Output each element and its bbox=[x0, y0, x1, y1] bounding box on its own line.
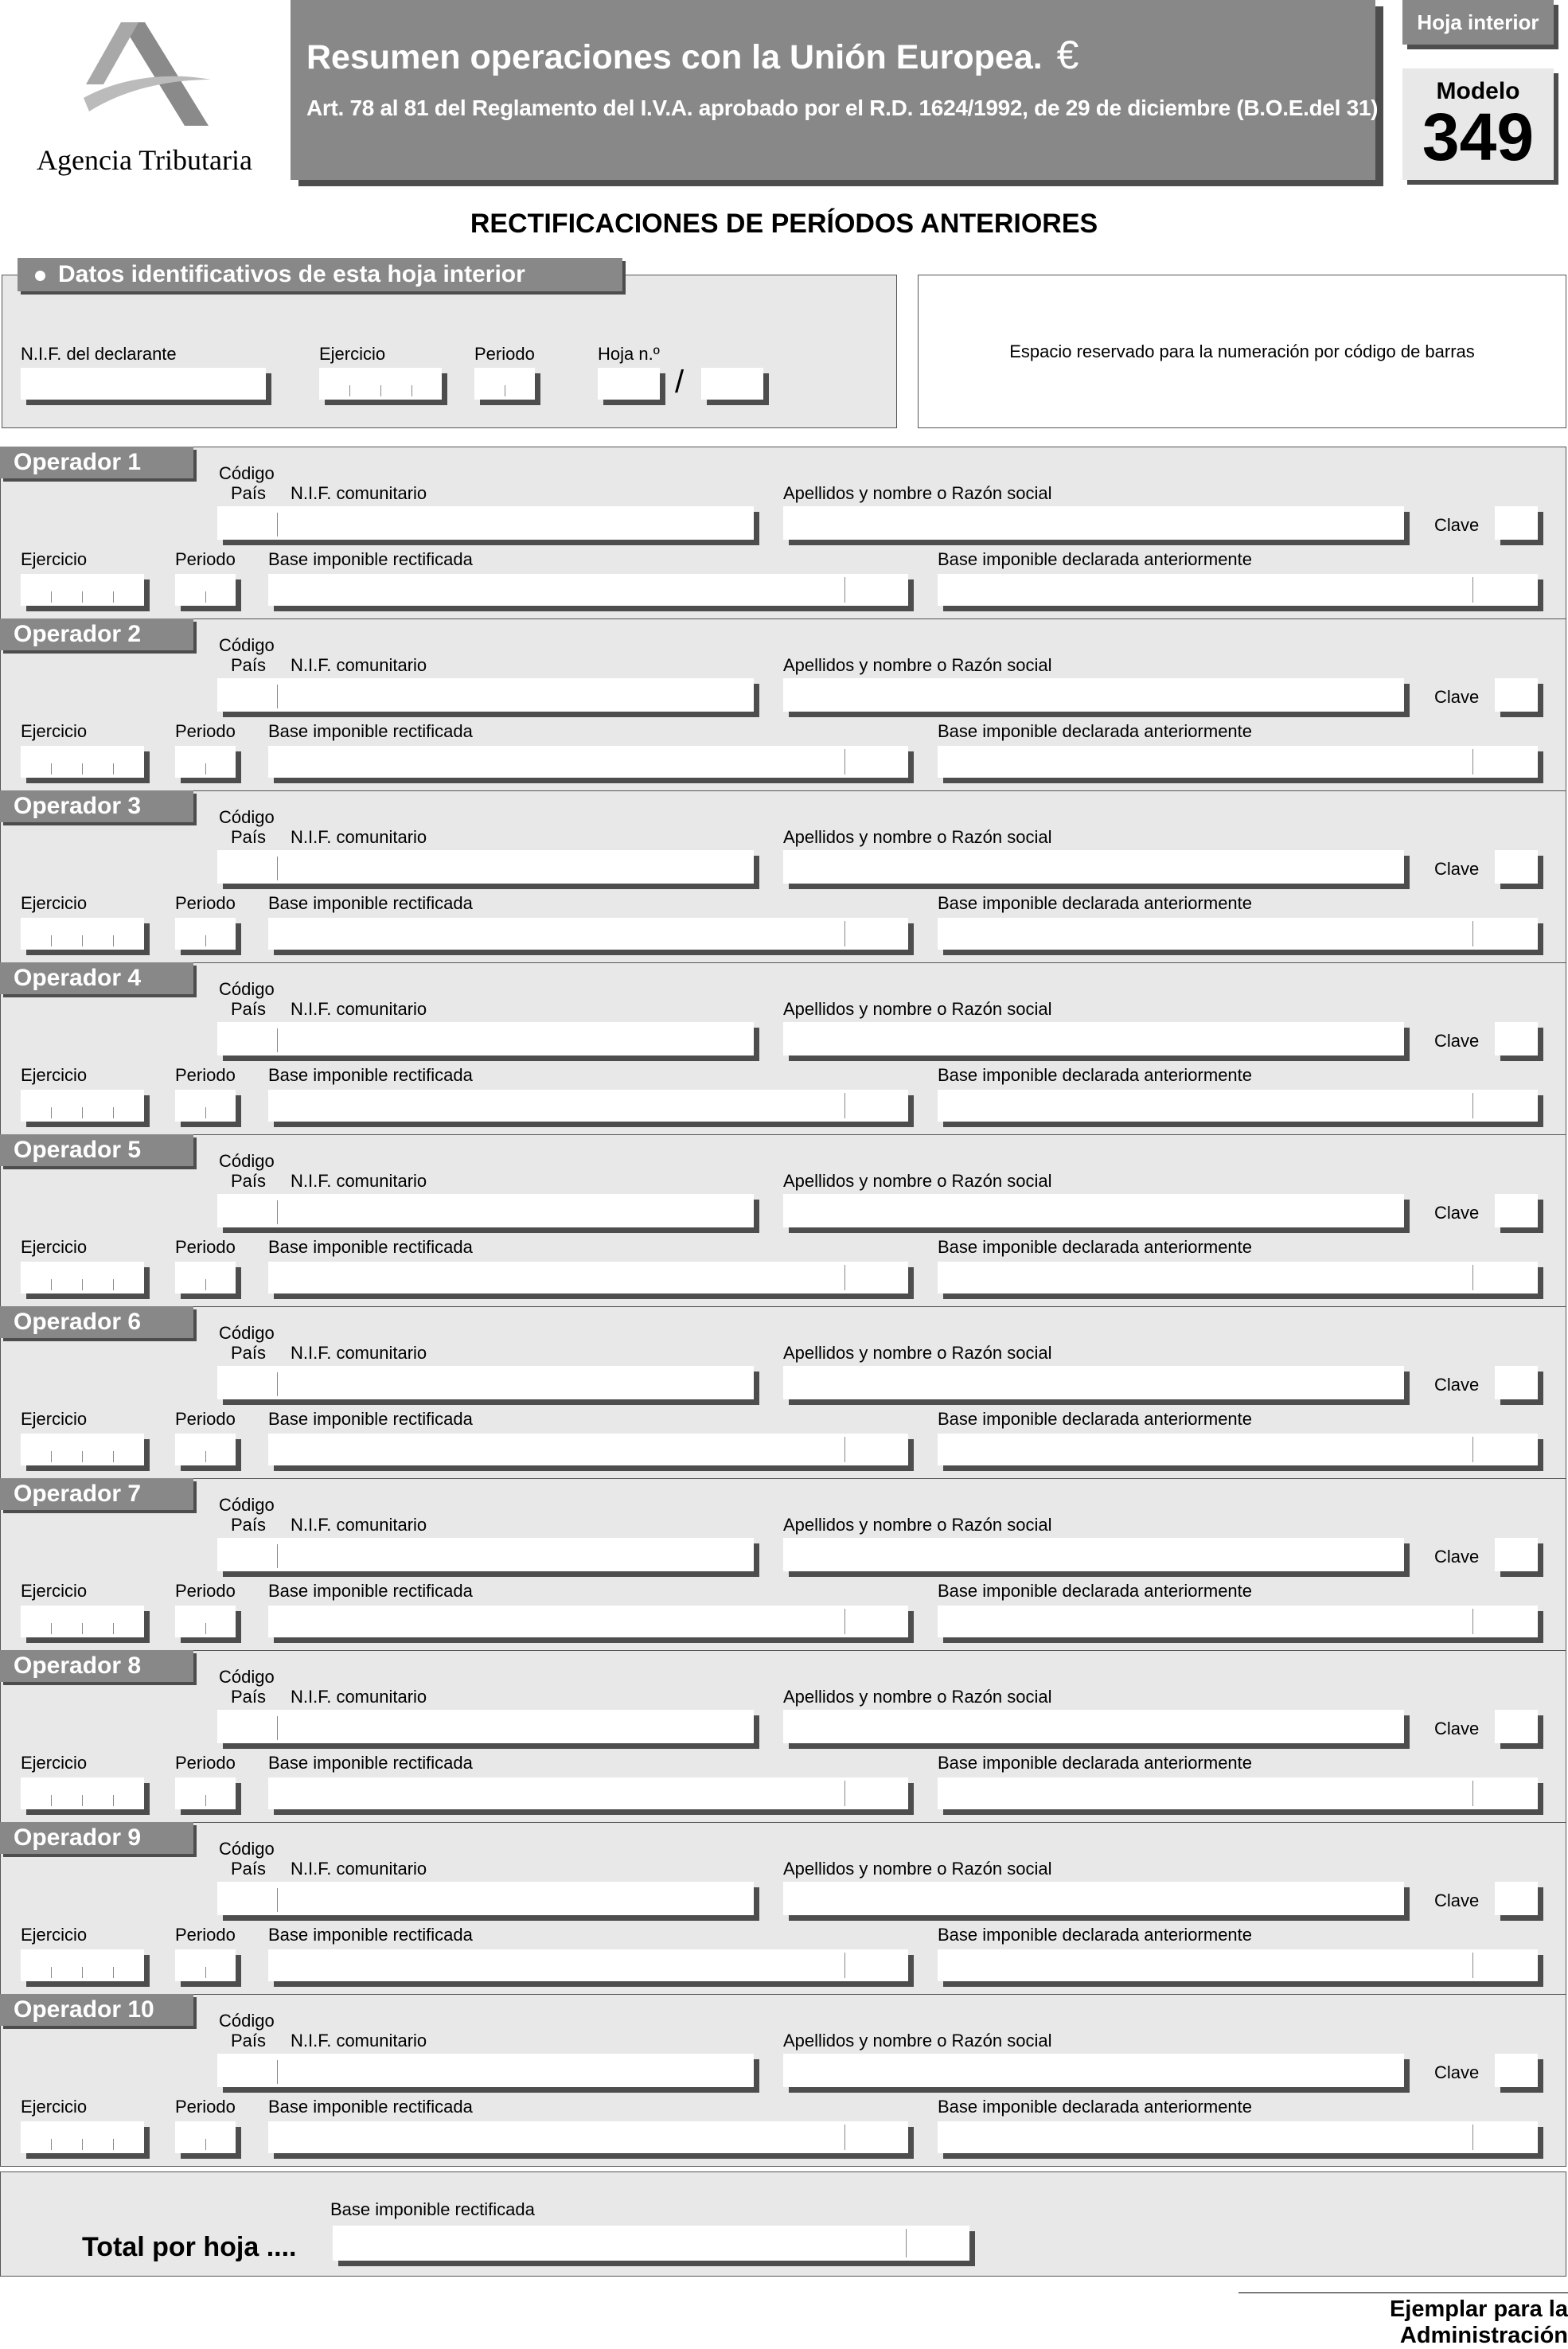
nif-declarante-input[interactable] bbox=[21, 368, 266, 400]
operator-5-ejercicio-input[interactable] bbox=[21, 1262, 144, 1294]
operator-4-base-declarada-input[interactable] bbox=[938, 1090, 1538, 1122]
periodo-label: Periodo bbox=[175, 721, 236, 741]
operator-7-clave-input[interactable] bbox=[1495, 1538, 1538, 1571]
codigo-label: Código bbox=[219, 635, 275, 655]
operator-5-base-rectificada-input[interactable] bbox=[268, 1262, 908, 1294]
operator-5-name-input[interactable] bbox=[783, 1194, 1404, 1227]
operator-tab: Operador 5 bbox=[0, 1134, 193, 1166]
ejercicio-label: Ejercicio bbox=[21, 1065, 88, 1085]
base-rectificada-label: Base imponible rectificada bbox=[268, 1753, 473, 1773]
base-rectificada-label: Base imponible rectificada bbox=[268, 1065, 473, 1085]
operator-3-clave-input[interactable] bbox=[1495, 850, 1538, 884]
operator-6-clave-input[interactable] bbox=[1495, 1366, 1538, 1399]
operator-6-base-rectificada-input[interactable] bbox=[268, 1434, 908, 1465]
modelo-badge bbox=[1402, 68, 1554, 180]
operator-tab: Operador 4 bbox=[0, 962, 193, 994]
operator-9-clave-input[interactable] bbox=[1495, 1882, 1538, 1915]
base-declarada-label: Base imponible declarada anteriormente bbox=[938, 1065, 1253, 1085]
periodo-label: Periodo bbox=[175, 1925, 236, 1945]
base-rectificada-label: Base imponible rectificada bbox=[268, 1925, 473, 1945]
operator-4-clave-input[interactable] bbox=[1495, 1022, 1538, 1055]
periodo-label: Periodo bbox=[175, 1237, 236, 1257]
base-declarada-label: Base imponible declarada anteriormente bbox=[938, 721, 1253, 741]
periodo-label: Periodo bbox=[175, 1409, 236, 1429]
operator-tab: Operador 3 bbox=[0, 790, 193, 822]
base-declarada-label: Base imponible declarada anteriormente bbox=[938, 1581, 1253, 1601]
base-rectificada-label: Base imponible rectificada bbox=[268, 1237, 473, 1257]
agency-logo bbox=[80, 22, 215, 134]
clave-label: Clave bbox=[1434, 1719, 1480, 1738]
footer-copy-label: Ejemplar para la Administración bbox=[1238, 2292, 1568, 2349]
base-declarada-label: Base imponible declarada anteriormente bbox=[938, 1409, 1253, 1429]
nif-comunitario-label: N.I.F. comunitario bbox=[291, 1859, 427, 1879]
operator-7-base-declarada-input[interactable] bbox=[938, 1606, 1538, 1637]
operator-4-ejercicio-input[interactable] bbox=[21, 1090, 144, 1122]
total-base-label: Base imponible rectificada bbox=[330, 2199, 535, 2219]
operator-7-base-rectificada-input[interactable] bbox=[268, 1606, 908, 1637]
operator-tab: Operador 1 bbox=[0, 447, 193, 478]
operator-10-name-input[interactable] bbox=[783, 2054, 1404, 2087]
base-rectificada-label: Base imponible rectificada bbox=[268, 1581, 473, 1601]
title-banner bbox=[291, 0, 1375, 180]
operator-8-name-input[interactable] bbox=[783, 1710, 1404, 1743]
modelo-label: Modelo bbox=[1436, 78, 1520, 104]
codigo-label: Código bbox=[219, 1839, 275, 1859]
codigo-label: Código bbox=[219, 2011, 275, 2031]
clave-label: Clave bbox=[1434, 515, 1480, 535]
operator-9-ejercicio-input[interactable] bbox=[21, 1949, 144, 1981]
periodo-label: Periodo bbox=[175, 1581, 236, 1601]
pais-label: País bbox=[231, 1687, 267, 1707]
codigo-label: Código bbox=[219, 979, 275, 999]
operator-7-name-input[interactable] bbox=[783, 1538, 1404, 1571]
base-declarada-label: Base imponible declarada anteriormente bbox=[938, 1925, 1253, 1945]
datos-ejercicio-input[interactable] bbox=[319, 368, 442, 400]
apellidos-label: Apellidos y nombre o Razón social bbox=[783, 2031, 1052, 2050]
nif-comunitario-label: N.I.F. comunitario bbox=[291, 1515, 427, 1535]
datos-tab: Datos identificativos de esta hoja interior bbox=[18, 258, 622, 291]
operator-10-base-declarada-input[interactable] bbox=[938, 2121, 1538, 2153]
base-rectificada-label: Base imponible rectificada bbox=[268, 893, 473, 913]
operator-3-base-declarada-input[interactable] bbox=[938, 918, 1538, 950]
operator-10-clave-input[interactable] bbox=[1495, 2054, 1538, 2087]
operator-tab: Operador 6 bbox=[0, 1306, 193, 1338]
hoja-numero-label: Hoja n.º bbox=[598, 344, 660, 364]
operator-4-periodo-input[interactable] bbox=[175, 1090, 236, 1122]
ejercicio-label: Ejercicio bbox=[21, 1753, 88, 1773]
operator-tab: Operador 2 bbox=[0, 618, 193, 650]
operator-tab: Operador 8 bbox=[0, 1650, 193, 1682]
ejercicio-label: Ejercicio bbox=[21, 549, 88, 569]
operator-8-nif-input[interactable] bbox=[217, 1710, 754, 1743]
pais-label: País bbox=[231, 1515, 267, 1535]
operator-1-nif-input[interactable] bbox=[217, 506, 754, 540]
hoja-interior-badge: Hoja interior bbox=[1402, 0, 1554, 45]
clave-label: Clave bbox=[1434, 1031, 1480, 1051]
operator-1-periodo-input[interactable] bbox=[175, 574, 236, 606]
operator-tab: Operador 7 bbox=[0, 1478, 193, 1510]
base-declarada-label: Base imponible declarada anteriormente bbox=[938, 1753, 1253, 1773]
base-declarada-label: Base imponible declarada anteriormente bbox=[938, 549, 1253, 569]
hoja-numero-input[interactable] bbox=[598, 368, 660, 400]
operator-2-ejercicio-input[interactable] bbox=[21, 746, 144, 778]
operator-8-base-declarada-input[interactable] bbox=[938, 1777, 1538, 1809]
operator-3-name-input[interactable] bbox=[783, 850, 1404, 884]
operator-7-periodo-input[interactable] bbox=[175, 1606, 236, 1637]
operator-1-base-declarada-input[interactable] bbox=[938, 574, 1538, 606]
clave-label: Clave bbox=[1434, 1891, 1480, 1910]
codigo-label: Código bbox=[219, 1323, 275, 1343]
periodo-label: Periodo bbox=[175, 549, 236, 569]
operator-10-nif-input[interactable] bbox=[217, 2054, 754, 2087]
codigo-label: Código bbox=[219, 1667, 275, 1687]
operator-9-name-input[interactable] bbox=[783, 1882, 1404, 1915]
operator-3-ejercicio-input[interactable] bbox=[21, 918, 144, 950]
operator-3-base-rectificada-input[interactable] bbox=[268, 918, 908, 950]
modelo-number: 349 bbox=[1422, 100, 1535, 174]
operator-7-nif-input[interactable] bbox=[217, 1538, 754, 1571]
operator-7-ejercicio-input[interactable] bbox=[21, 1606, 144, 1637]
operator-3-periodo-input[interactable] bbox=[175, 918, 236, 950]
apellidos-label: Apellidos y nombre o Razón social bbox=[783, 1515, 1052, 1535]
operator-4-base-rectificada-input[interactable] bbox=[268, 1090, 908, 1122]
nif-comunitario-label: N.I.F. comunitario bbox=[291, 2031, 427, 2050]
ejercicio-label: Ejercicio bbox=[21, 721, 88, 741]
ejercicio-label: Ejercicio bbox=[21, 1925, 88, 1945]
operator-6-nif-input[interactable] bbox=[217, 1366, 754, 1399]
operator-10-base-rectificada-input[interactable] bbox=[268, 2121, 908, 2153]
operator-5-base-declarada-input[interactable] bbox=[938, 1262, 1538, 1294]
operator-6-ejercicio-input[interactable] bbox=[21, 1434, 144, 1465]
operator-tab: Operador 9 bbox=[0, 1822, 193, 1854]
ejercicio-label: Ejercicio bbox=[21, 893, 88, 913]
ejercicio-label: Ejercicio bbox=[21, 1237, 88, 1257]
pais-label: País bbox=[231, 1859, 267, 1879]
operator-2-base-declarada-input[interactable] bbox=[938, 746, 1538, 778]
total-base-input[interactable] bbox=[333, 2226, 969, 2261]
agency-logo-icon bbox=[80, 22, 215, 134]
operator-1-ejercicio-input[interactable] bbox=[21, 574, 144, 606]
operator-6-base-declarada-input[interactable] bbox=[938, 1434, 1538, 1465]
codigo-label: Código bbox=[219, 807, 275, 827]
codigo-label: Código bbox=[219, 1495, 275, 1515]
ejercicio-label: Ejercicio bbox=[21, 1581, 88, 1601]
operator-8-base-rectificada-input[interactable] bbox=[268, 1777, 908, 1809]
operator-2-periodo-input[interactable] bbox=[175, 746, 236, 778]
clave-label: Clave bbox=[1434, 1375, 1480, 1395]
clave-label: Clave bbox=[1434, 687, 1480, 707]
periodo-label: Periodo bbox=[175, 1065, 236, 1085]
base-rectificada-label: Base imponible rectificada bbox=[268, 1409, 473, 1429]
operator-2-base-rectificada-input[interactable] bbox=[268, 746, 908, 778]
clave-label: Clave bbox=[1434, 1203, 1480, 1223]
operator-4-name-input[interactable] bbox=[783, 1022, 1404, 1055]
clave-label: Clave bbox=[1434, 859, 1480, 879]
nif-comunitario-label: N.I.F. comunitario bbox=[291, 1343, 427, 1363]
nif-comunitario-label: N.I.F. comunitario bbox=[291, 999, 427, 1019]
operator-5-clave-input[interactable] bbox=[1495, 1194, 1538, 1227]
apellidos-label: Apellidos y nombre o Razón social bbox=[783, 1859, 1052, 1879]
operator-1-clave-input[interactable] bbox=[1495, 506, 1538, 540]
operator-8-ejercicio-input[interactable] bbox=[21, 1777, 144, 1809]
operator-2-clave-input[interactable] bbox=[1495, 678, 1538, 712]
apellidos-label: Apellidos y nombre o Razón social bbox=[783, 1171, 1052, 1191]
apellidos-label: Apellidos y nombre o Razón social bbox=[783, 999, 1052, 1019]
nif-comunitario-label: N.I.F. comunitario bbox=[291, 1171, 427, 1191]
datos-periodo-label: Periodo bbox=[474, 344, 535, 364]
pais-label: País bbox=[231, 1171, 267, 1191]
section-title: RECTIFICACIONES DE PERÍODOS ANTERIORES bbox=[470, 209, 1098, 239]
apellidos-label: Apellidos y nombre o Razón social bbox=[783, 655, 1052, 675]
operator-9-nif-input[interactable] bbox=[217, 1882, 754, 1915]
operator-5-periodo-input[interactable] bbox=[175, 1262, 236, 1294]
apellidos-label: Apellidos y nombre o Razón social bbox=[783, 1343, 1052, 1363]
operator-6-periodo-input[interactable] bbox=[175, 1434, 236, 1465]
apellidos-label: Apellidos y nombre o Razón social bbox=[783, 1687, 1052, 1707]
periodo-label: Periodo bbox=[175, 2097, 236, 2117]
nif-declarante-label: N.I.F. del declarante bbox=[21, 344, 177, 364]
operator-tab: Operador 10 bbox=[0, 1994, 193, 2026]
operator-8-clave-input[interactable] bbox=[1495, 1710, 1538, 1743]
operator-9-base-rectificada-input[interactable] bbox=[268, 1949, 908, 1981]
nif-comunitario-label: N.I.F. comunitario bbox=[291, 483, 427, 503]
pais-label: País bbox=[231, 655, 267, 675]
operator-10-ejercicio-input[interactable] bbox=[21, 2121, 144, 2153]
form-subtitle: Art. 78 al 81 del Reglamento del I.V.A. aprobado por el R.D. 1624/1992, de 29 de diciembre (B.O.E.del 31) bbox=[306, 96, 1379, 120]
operator-10-periodo-input[interactable] bbox=[175, 2121, 236, 2153]
base-rectificada-label: Base imponible rectificada bbox=[268, 2097, 473, 2117]
operator-2-name-input[interactable] bbox=[783, 678, 1404, 712]
base-rectificada-label: Base imponible rectificada bbox=[268, 549, 473, 569]
pais-label: País bbox=[231, 999, 267, 1019]
base-rectificada-label: Base imponible rectificada bbox=[268, 721, 473, 741]
operator-6-name-input[interactable] bbox=[783, 1366, 1404, 1399]
base-declarada-label: Base imponible declarada anteriormente bbox=[938, 1237, 1253, 1257]
datos-periodo-input[interactable] bbox=[474, 368, 535, 400]
operator-1-name-input[interactable] bbox=[783, 506, 1404, 540]
ejercicio-label: Ejercicio bbox=[21, 2097, 88, 2117]
pais-label: País bbox=[231, 827, 267, 847]
operator-8-periodo-input[interactable] bbox=[175, 1777, 236, 1809]
operator-5-nif-input[interactable] bbox=[217, 1194, 754, 1227]
ejercicio-label: Ejercicio bbox=[21, 1409, 88, 1429]
periodo-label: Periodo bbox=[175, 893, 236, 913]
codigo-label: Código bbox=[219, 1151, 275, 1171]
form-title: Resumen operaciones con la Unión Europea. € bbox=[306, 33, 1079, 77]
operator-4-nif-input[interactable] bbox=[217, 1022, 754, 1055]
operator-9-base-declarada-input[interactable] bbox=[938, 1949, 1538, 1981]
datos-ejercicio-label: Ejercicio bbox=[319, 344, 386, 364]
nif-comunitario-label: N.I.F. comunitario bbox=[291, 1687, 427, 1707]
base-declarada-label: Base imponible declarada anteriormente bbox=[938, 893, 1253, 913]
operator-3-nif-input[interactable] bbox=[217, 850, 754, 884]
operator-9-periodo-input[interactable] bbox=[175, 1949, 236, 1981]
pais-label: País bbox=[231, 2031, 267, 2050]
nif-comunitario-label: N.I.F. comunitario bbox=[291, 827, 427, 847]
hoja-total-input[interactable] bbox=[701, 368, 763, 400]
apellidos-label: Apellidos y nombre o Razón social bbox=[783, 827, 1052, 847]
clave-label: Clave bbox=[1434, 1547, 1480, 1567]
barcode-area: Espacio reservado para la numeración por código de barras bbox=[918, 275, 1566, 428]
total-label: Total por hoja .... bbox=[82, 2232, 297, 2262]
hoja-slash: / bbox=[675, 365, 685, 400]
agency-name: Agencia Tributaria bbox=[37, 144, 252, 176]
apellidos-label: Apellidos y nombre o Razón social bbox=[783, 483, 1052, 503]
bullet-icon bbox=[35, 271, 45, 281]
base-declarada-label: Base imponible declarada anteriormente bbox=[938, 2097, 1253, 2117]
clave-label: Clave bbox=[1434, 2062, 1480, 2082]
pais-label: País bbox=[231, 483, 267, 503]
operator-2-nif-input[interactable] bbox=[217, 678, 754, 712]
nif-comunitario-label: N.I.F. comunitario bbox=[291, 655, 427, 675]
euro-icon: € bbox=[1056, 33, 1079, 77]
periodo-label: Periodo bbox=[175, 1753, 236, 1773]
operator-1-base-rectificada-input[interactable] bbox=[268, 574, 908, 606]
pais-label: País bbox=[231, 1343, 267, 1363]
codigo-label: Código bbox=[219, 463, 275, 483]
